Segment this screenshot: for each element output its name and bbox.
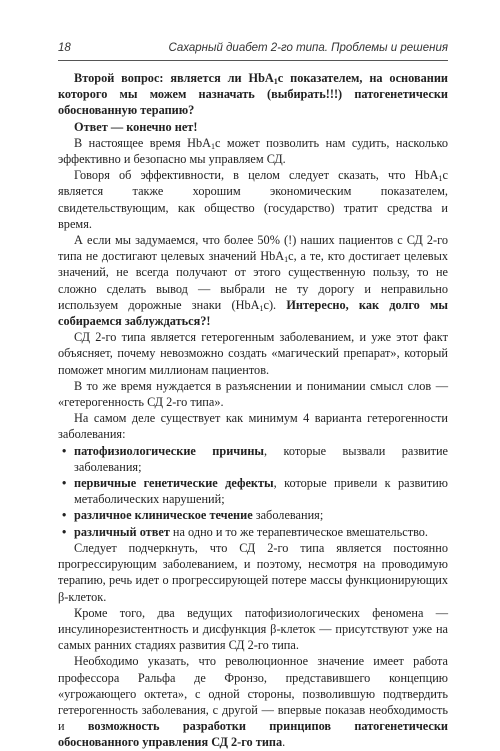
paragraph-7: Следует подчеркнуть, что СД 2-го типа является постоянно прогрессирующим заболеванием, и поэтому, несмотря на проводимую терапию, речь идет о прогрессирующей потере массы функционирующих β-клеток. — [58, 540, 448, 604]
paragraph-2: Говоря об эффективности, в целом следует сказать, что HbA$_1$c является также хорошим экономическим показателем, свидетельствующим, как общество (государство) тратит средства и время. — [58, 168, 448, 231]
header-rule — [58, 60, 448, 61]
paragraph-9: Необходимо указать, что революционное значение имеет работа профессора Ральфа де Фронзо, представившего концепцию «угрожающего октета», с одной стороны, позволившую подтвердить гетерогенность заболевания, с другой — впервые показав необходимость и возможность разработки принципов патогенетически обоснованного управления СД 2-го типа. — [58, 654, 448, 750]
heterogeneity-list — [58, 443, 448, 540]
page-body — [58, 70, 448, 751]
paragraph-6: На самом деле существует как минимум 4 варианта гетерогенности заболевания: — [58, 411, 448, 442]
paragraph-4: СД 2-го типа является гетерогенным заболеванием, и уже этот факт объясняет, почему невозможно создать «магический препарат», который поможет многим миллионам пациентов. — [58, 330, 448, 377]
running-header — [58, 42, 448, 60]
paragraph-3: А если мы задумаемся, что более 50% (!) наших пациентов с СД 2-го типа не достигают целевых значений HbA$_1$c, а те, кто достигает целевых значений, не всегда получают от этого существенную пользу, то не сложно сделать вывод — выбрали не ту дорогу и неправильно используем дорожные знаки (HbA$_1$c). Интересно, как долго мы собираемся заблуждаться?! — [58, 233, 448, 329]
page-number: 18 — [58, 42, 71, 54]
question-paragraph: Второй вопрос: является ли HbA$_1$c показателем, на основании которого мы можем назначать (выбирать!!!) патогенетически обоснованную терапию? — [58, 71, 449, 118]
paragraph-8: Кроме того, два ведущих патофизиологических феномена — инсулинорезистентность и дисфункция β-клеток — присутствуют уже на самых ранних стадиях развития СД 2-го типа. — [58, 605, 448, 653]
list-item: • различный ответ на одно и то же терапевтическое вмешательство. — [58, 524, 448, 540]
list-item: • первичные генетические дефекты, которые привели к развитию метаболических нарушений; — [58, 475, 448, 507]
paragraph-1: В настоящее время HbA$_1$c может позволить нам судить, насколько эффективно и безопасно мы управляем СД. — [58, 135, 448, 167]
list-item: • патофизиологические причины, которые вызвали развитие заболевания; — [58, 443, 448, 475]
list-item: • различное клиническое течение заболевания; — [58, 507, 448, 523]
running-title: Сахарный диабет 2-го типа. Проблемы и решения — [168, 42, 448, 54]
paragraph-5: В то же время нуждается в разъяснении и понимании смысл слов — «гетерогенность СД 2-го типа». — [58, 378, 448, 410]
answer-paragraph: Ответ — конечно нет! — [74, 119, 198, 134]
